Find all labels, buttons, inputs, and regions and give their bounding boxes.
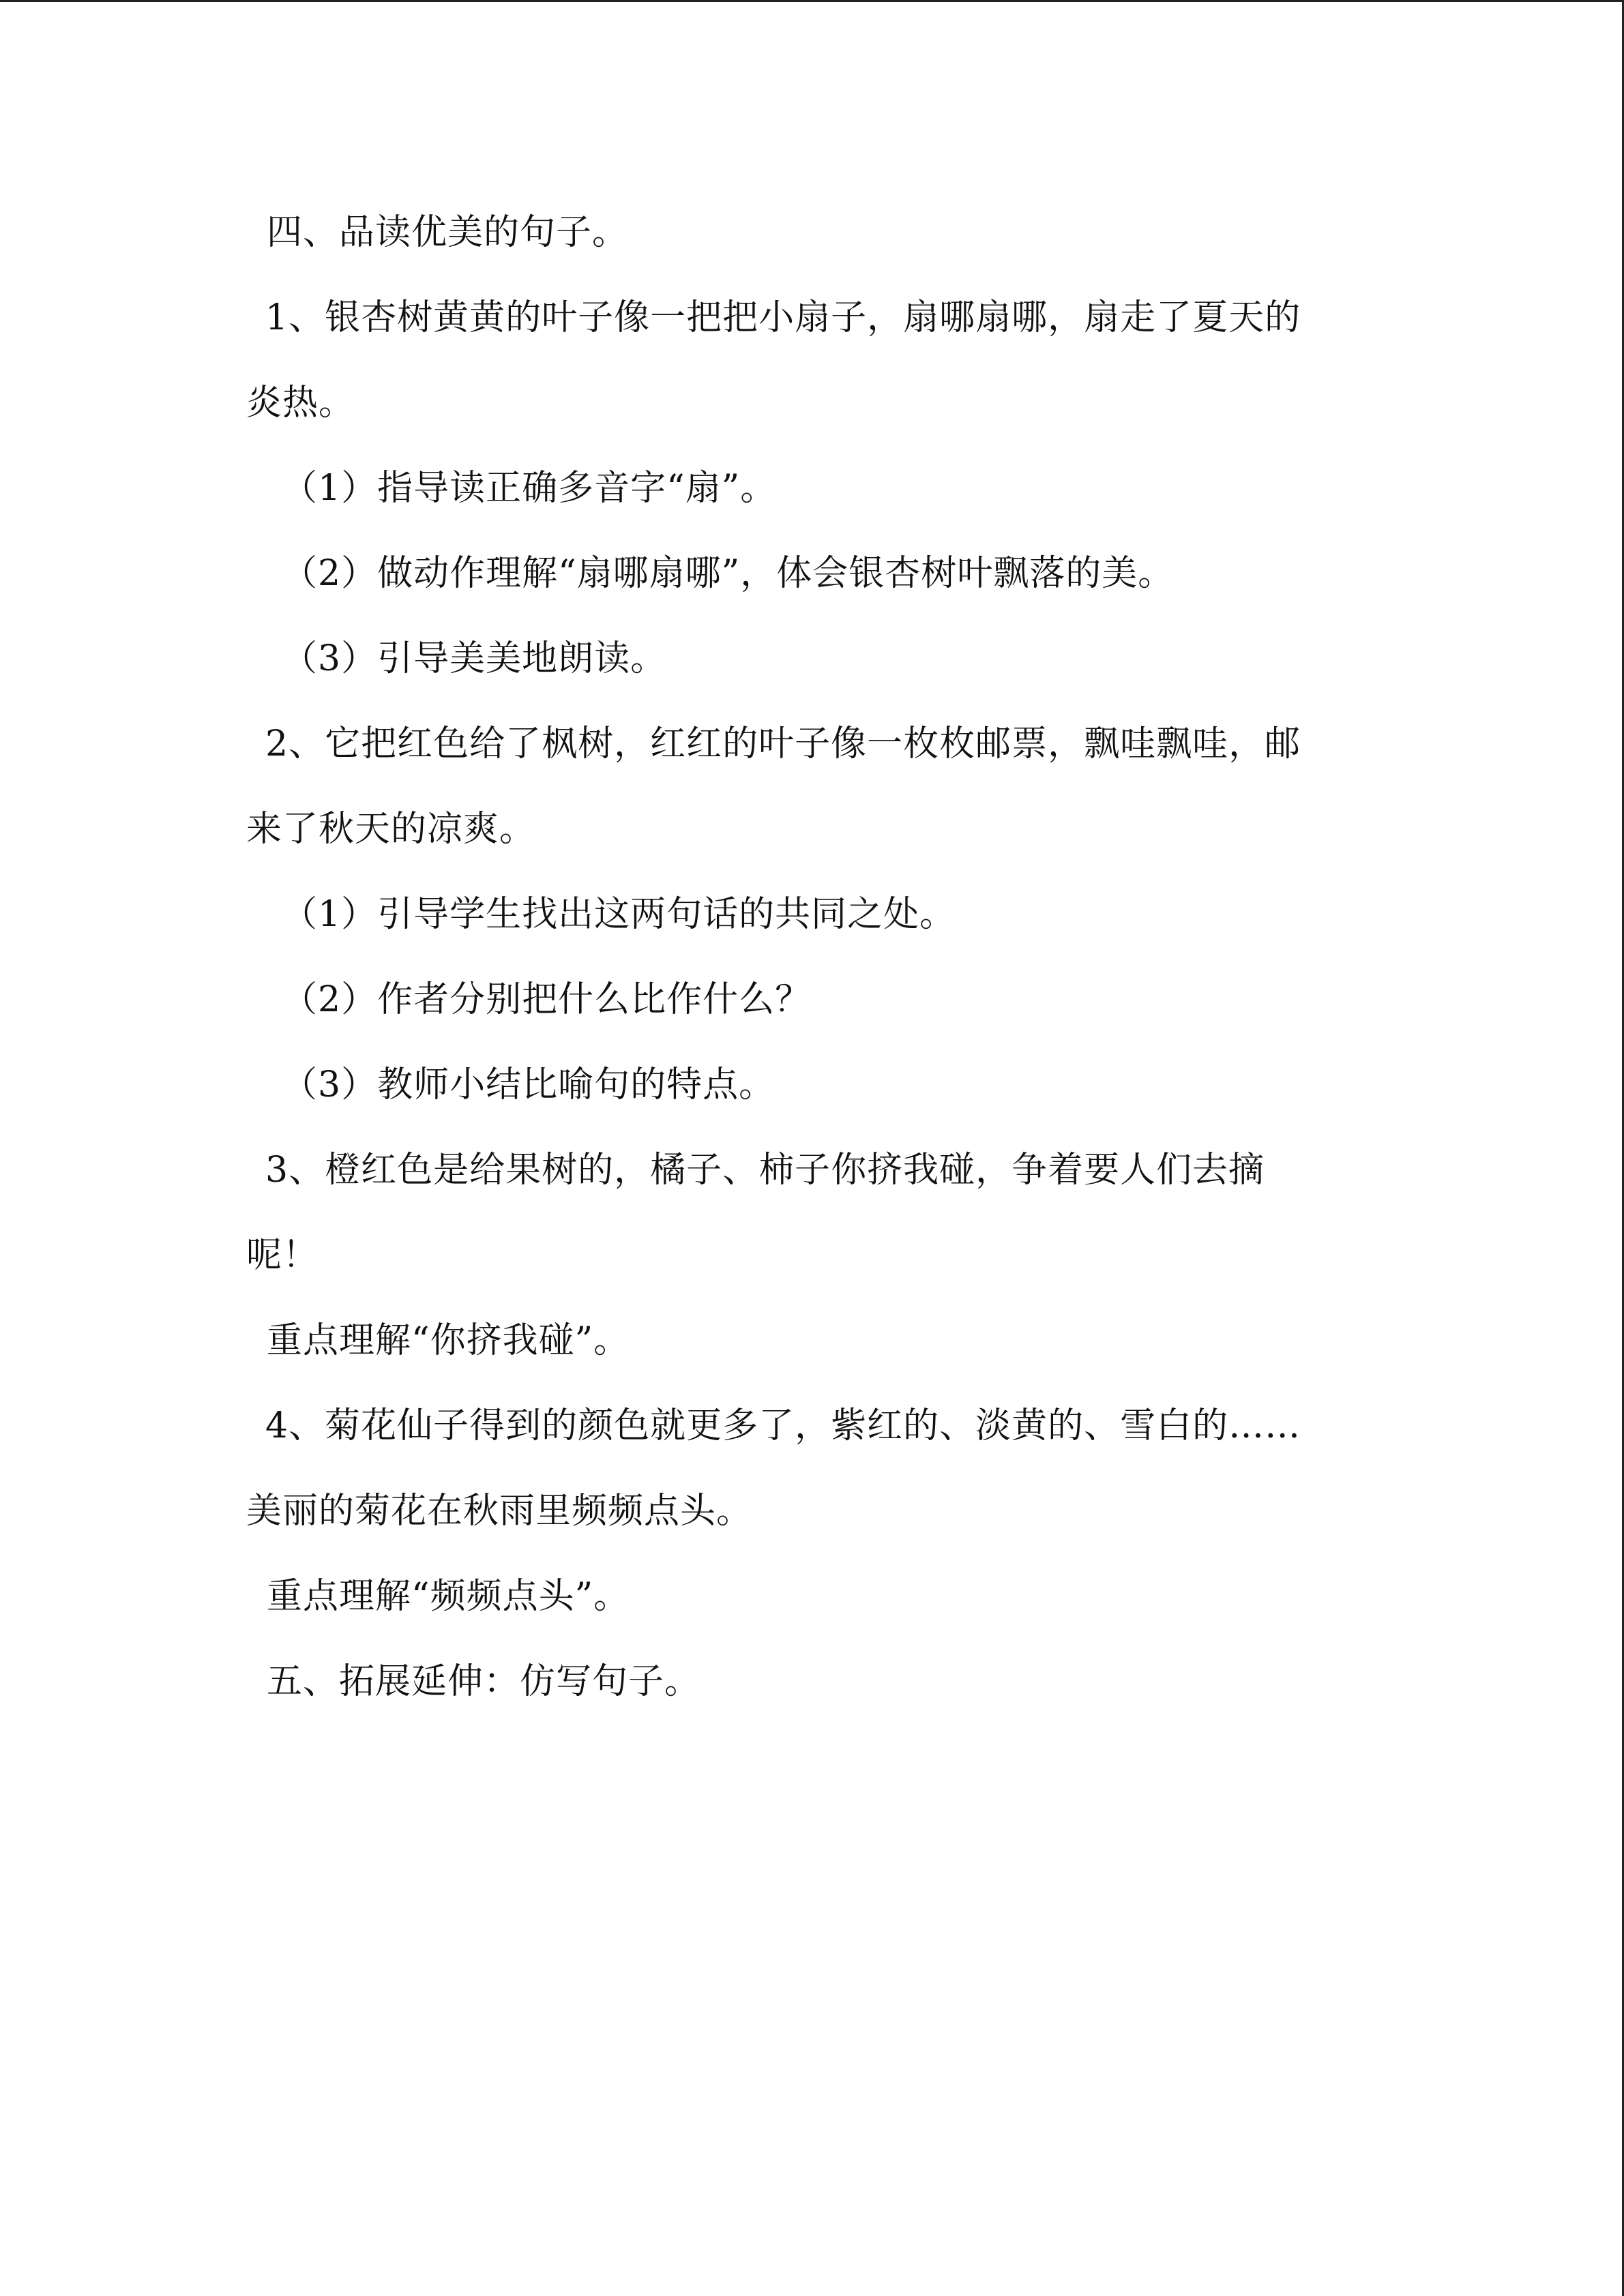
sentence-4-line-1: 4、菊花仙子得到的颜色就更多了，紫红的、淡黄的、雪白的…… (265, 1405, 1301, 1446)
sentence-1-point-3: （3）引导美美地朗读。 (282, 638, 667, 679)
section-heading-5: 五、拓展延伸：仿写句子。 (267, 1661, 701, 1702)
sentence-1-point-1: （1）指导读正确多音字“扇”。 (282, 468, 777, 509)
sentence-2-line-1: 2、它把红色给了枫树，红红的叶子像一枚枚邮票，飘哇飘哇，邮 (265, 724, 1301, 764)
sentence-3-line-2: 呢！ (246, 1235, 319, 1276)
sentence-4-line-2: 美丽的菊花在秋雨里频频点头。 (246, 1491, 753, 1532)
section-heading-4: 四、品读优美的句子。 (267, 212, 629, 253)
sentence-2-point-1: （1）引导学生找出这两句话的共同之处。 (282, 894, 956, 935)
sentence-3-line-1: 3、橙红色是给果树的，橘子、柿子你挤我碰，争着要人们去摘 (265, 1150, 1265, 1191)
sentence-1-point-2: （2）做动作理解“扇哪扇哪”，体会银杏树叶飘落的美。 (282, 553, 1175, 594)
top-border-rule (0, 0, 1624, 2)
sentence-2-line-2: 来了秋天的凉爽。 (246, 809, 536, 850)
sentence-2-point-2: （2）作者分别把什么比作什么？ (282, 979, 812, 1020)
sentence-1-line-2: 炎热。 (246, 383, 355, 423)
sentence-4-focus: 重点理解“频频点头”。 (267, 1576, 630, 1617)
sentence-3-focus: 重点理解“你挤我碰”。 (267, 1320, 630, 1361)
sentence-2-point-3: （3）教师小结比喻句的特点。 (282, 1064, 776, 1105)
sentence-1-line-1: 1、银杏树黄黄的叶子像一把把小扇子，扇哪扇哪，扇走了夏天的 (265, 297, 1301, 338)
